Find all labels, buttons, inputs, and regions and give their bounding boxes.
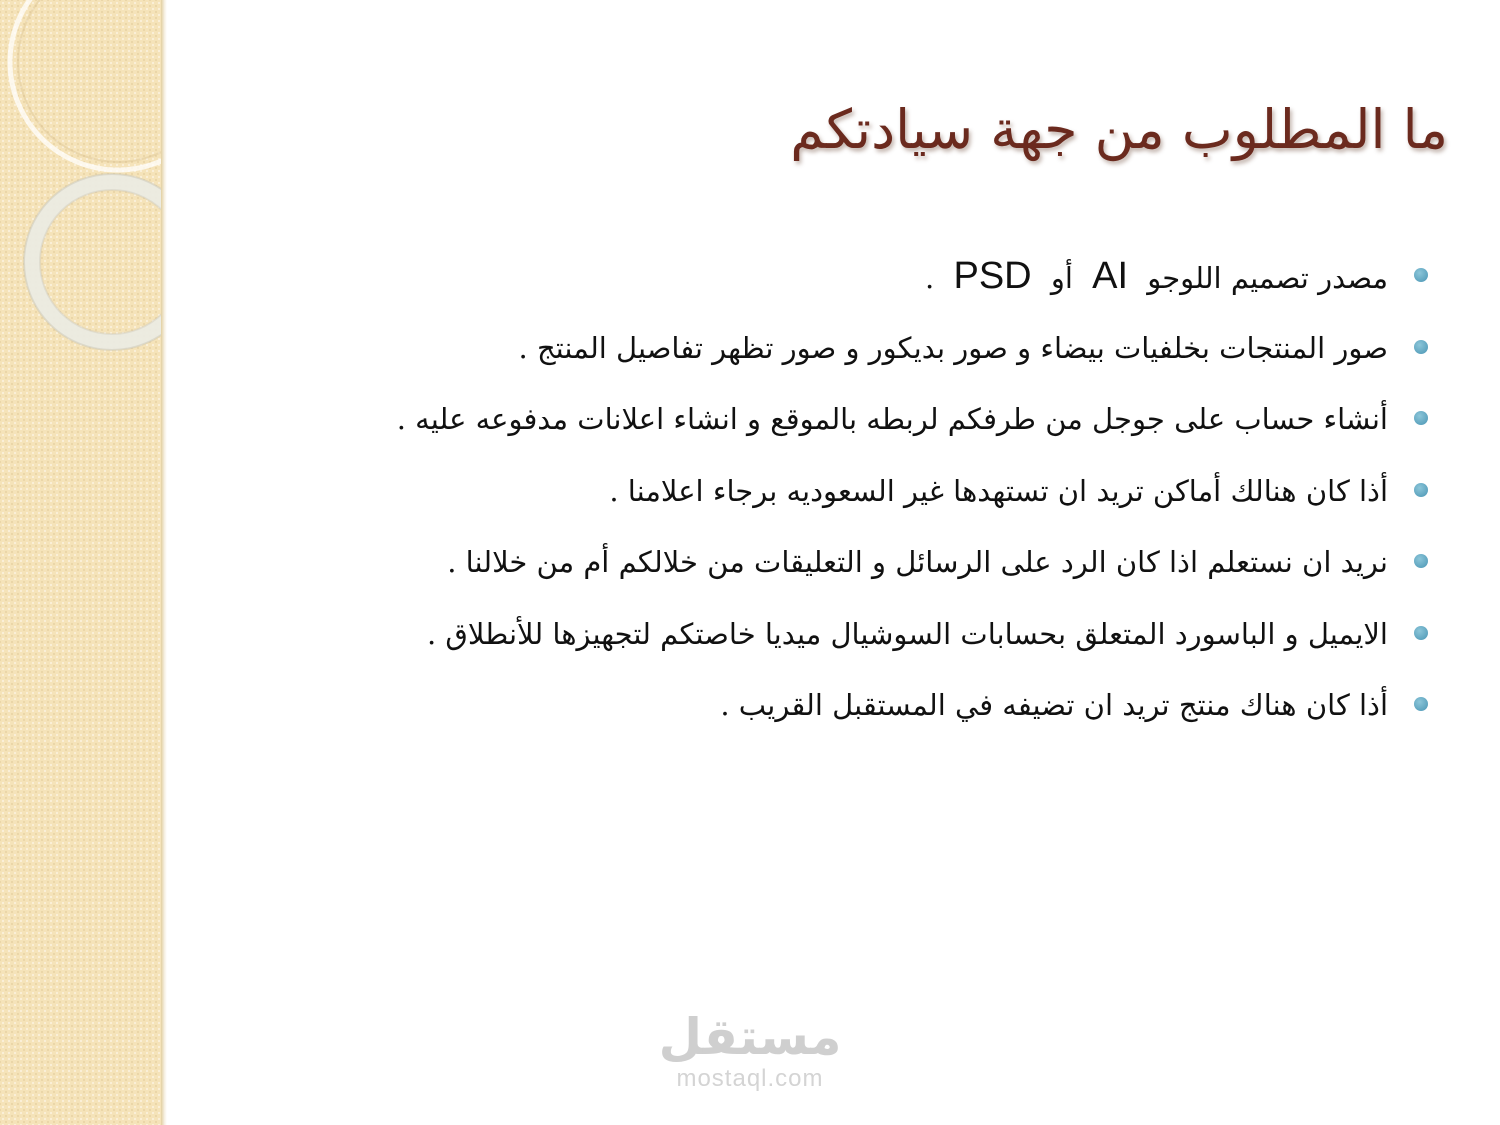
list-item <box>397 463 1428 535</box>
item-text: صور المنتجات بخلفيات بيضاء و صور بديكور و صور تظهر تفاصيل المنتج . <box>518 330 1388 365</box>
bullet-icon <box>1414 483 1428 497</box>
decorative-rings <box>0 0 165 420</box>
bullet-icon <box>1414 697 1428 711</box>
item-text: نريد ان نستعلم اذا كان الرد على الرسائل و التعليقات من خلالكم أم من خلالنا . <box>447 545 1388 579</box>
list-item <box>397 248 1428 320</box>
item-text: أو <box>1050 261 1073 295</box>
item-text: أنشاء حساب على جوجل من طرفكم لربطه بالموقع و انشاء اعلانات مدفوعه عليه . <box>396 402 1388 436</box>
list-item <box>397 606 1428 678</box>
bullet-icon <box>1414 411 1428 425</box>
list-item <box>397 677 1428 749</box>
item-text: أذا كان هنالك أماكن تريد ان تستهدها غير السعوديه برجاء اعلامنا . <box>609 473 1388 508</box>
watermark-logo-arabic: مستقل <box>658 1008 842 1066</box>
bullet-icon <box>1414 268 1428 282</box>
side-panel-edge <box>161 0 167 1125</box>
slide-title: ما المطلوب من جهة سيادتكم <box>790 98 1448 161</box>
mostaql-watermark <box>640 1010 860 1094</box>
item-format-ai: AI <box>1092 255 1129 297</box>
list-item <box>397 391 1428 463</box>
list-item <box>397 534 1428 606</box>
bullet-icon <box>1414 626 1428 640</box>
requirements-list <box>397 248 1428 749</box>
item-text: أذا كان هناك منتج تريد ان تضيفه في المستقبل القريب . <box>720 688 1388 722</box>
watermark-logo-latin: mostaql.com <box>676 1065 824 1092</box>
bullet-icon <box>1414 554 1428 568</box>
decorative-side-panel <box>0 0 165 1125</box>
item-text: . <box>925 261 935 295</box>
item-text: الايميل و الباسورد المتعلق بحسابات السوشيال ميديا خاصتكم لتجهيزها للأنطلاق . <box>426 616 1388 651</box>
item-text: مصدر تصميم اللوجو <box>1147 261 1388 295</box>
item-format-psd: PSD <box>953 255 1032 297</box>
bullet-icon <box>1414 340 1428 354</box>
list-item <box>397 320 1428 392</box>
